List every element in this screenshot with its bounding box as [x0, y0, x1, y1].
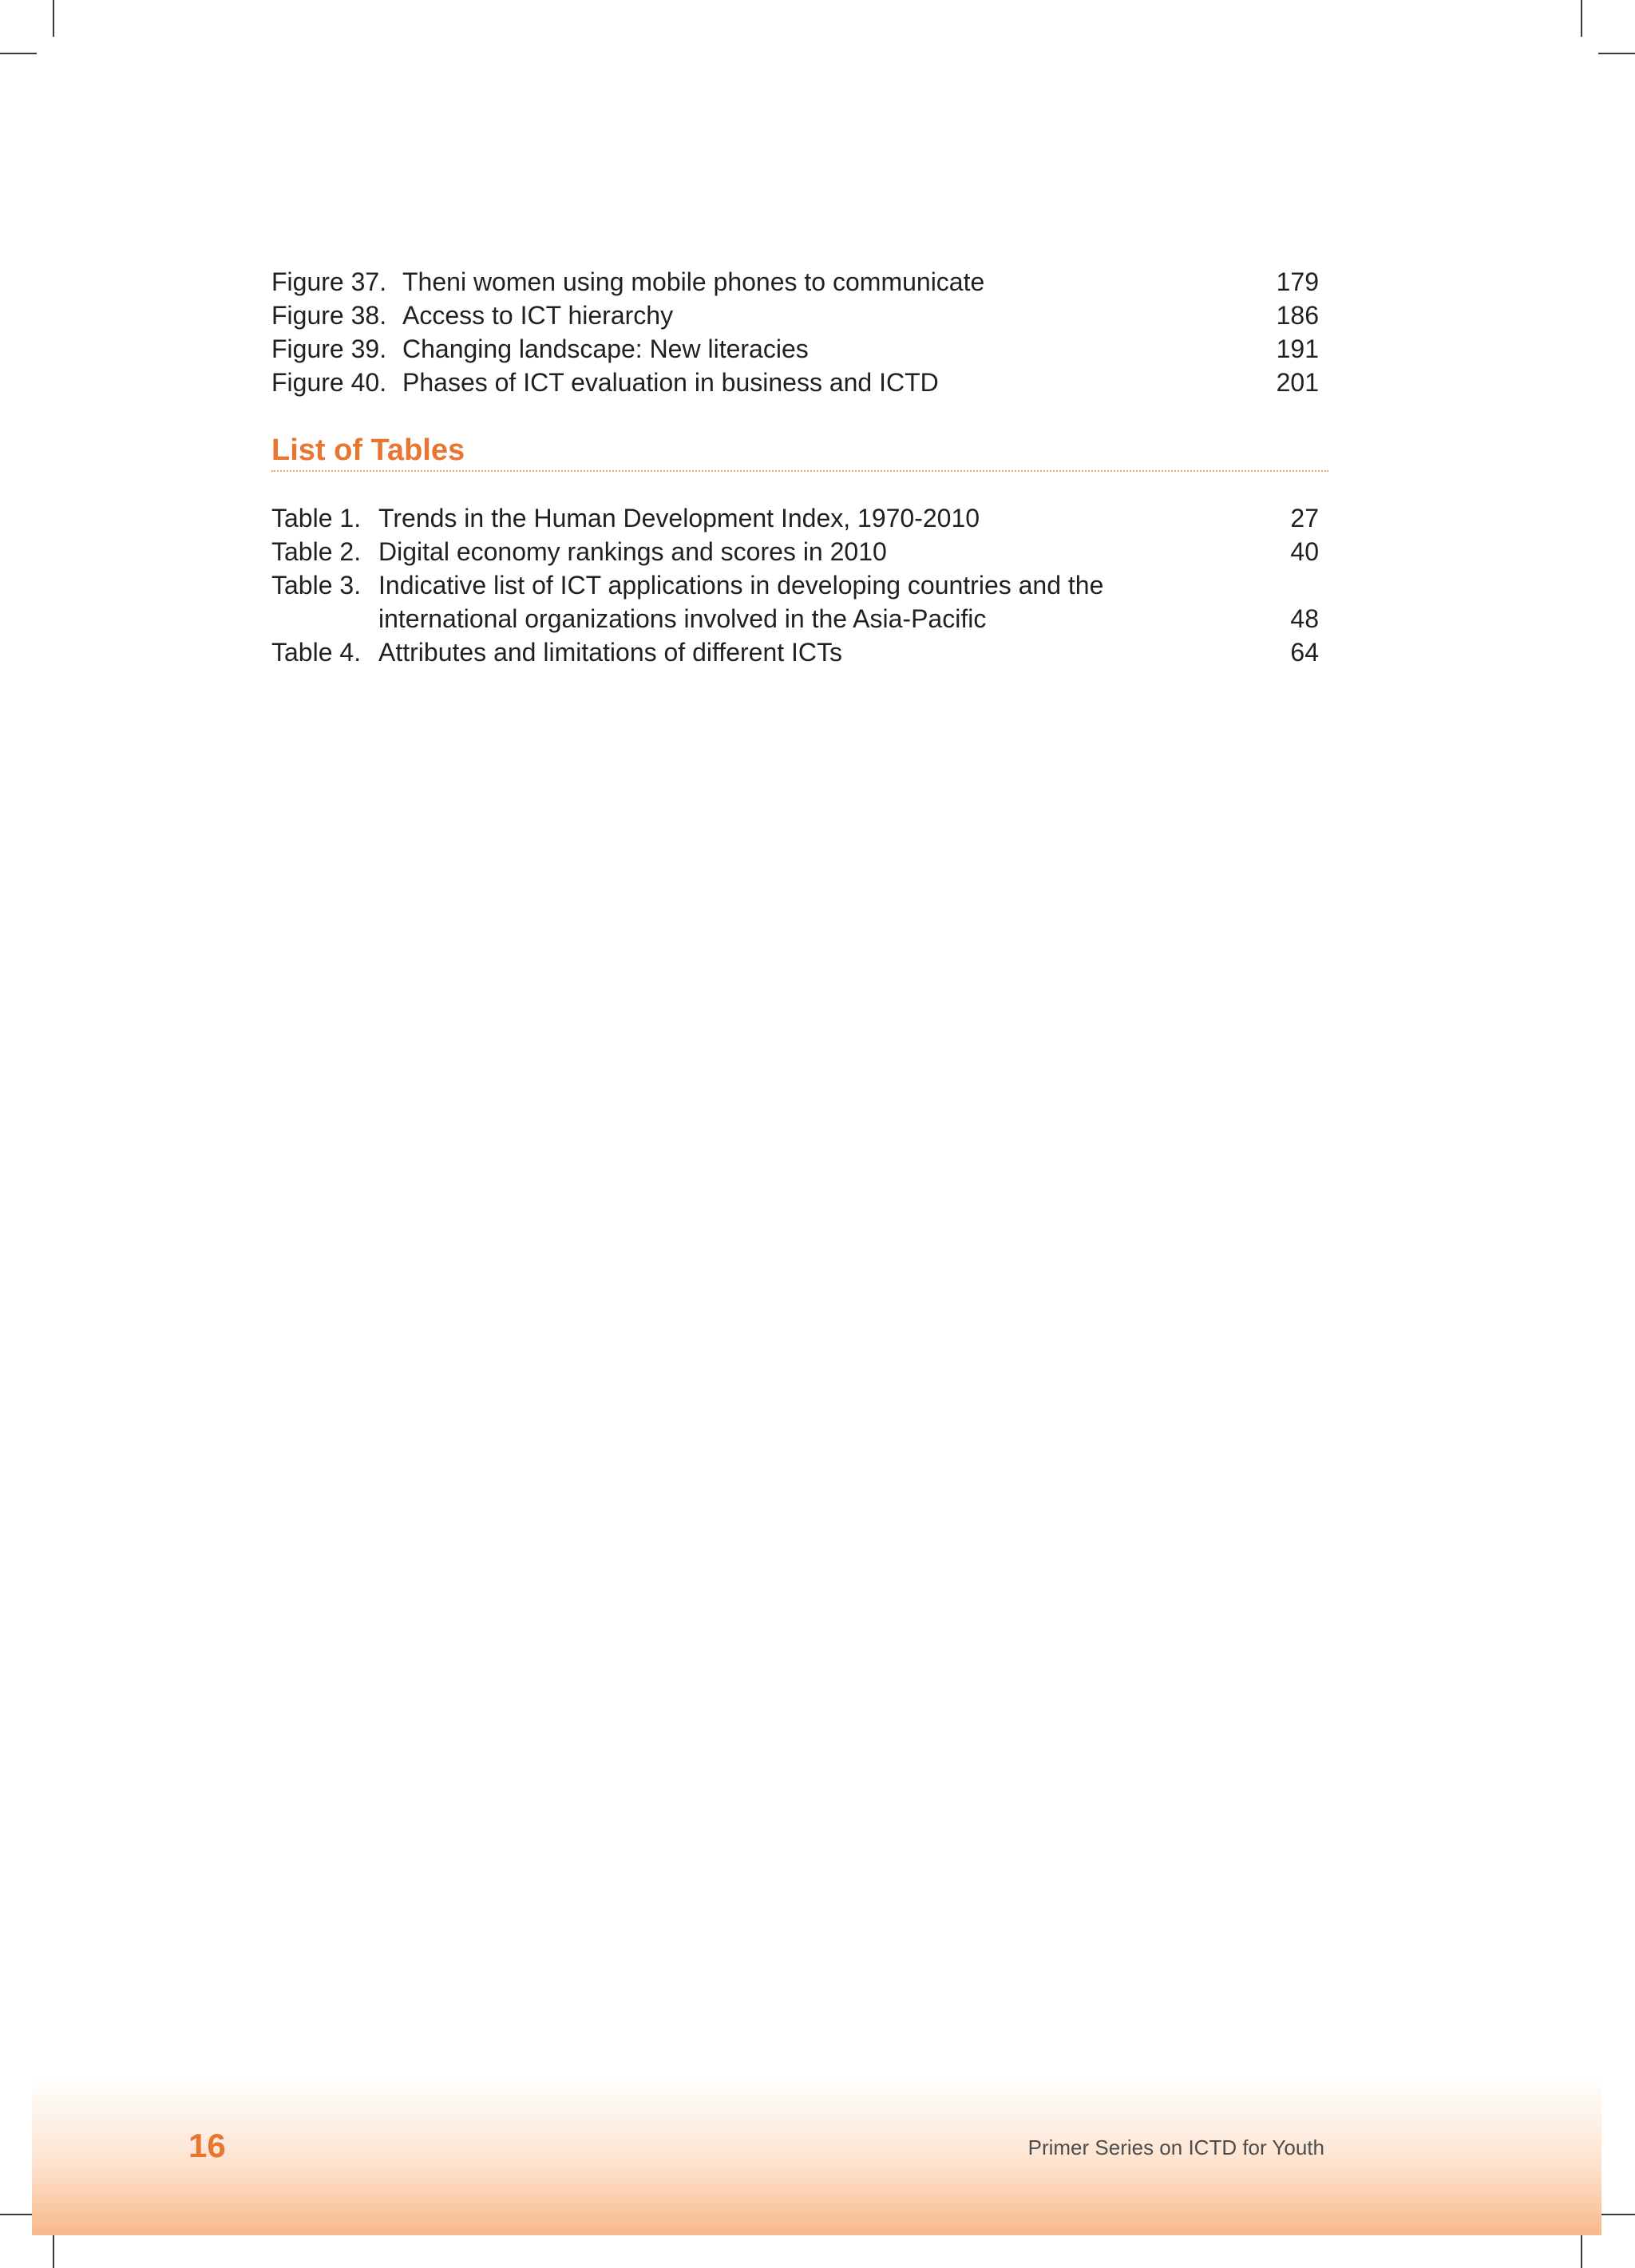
table-title-continuation: international organizations involved in the Asia-Pacific — [378, 604, 987, 633]
table-entry — [271, 568, 1319, 635]
table-title: Trends in the Human Development Index, 1970-2010 — [378, 504, 980, 532]
list-of-tables — [271, 501, 1319, 669]
figure-title: Access to ICT hierarchy — [402, 301, 674, 330]
table-title: Attributes and limitations of different ICTs — [378, 638, 843, 667]
figure-entry — [271, 265, 1319, 299]
crop-mark-top-right-vertical — [1581, 0, 1582, 37]
table-label: Table 2. — [271, 537, 362, 566]
table-title: Digital economy rankings and scores in 2010 — [378, 537, 887, 566]
figure-title: Theni women using mobile phones to communicate — [402, 267, 985, 296]
table-page: 48 — [1290, 604, 1319, 633]
table-label: Table 3. — [271, 571, 362, 600]
table-entry — [271, 501, 1319, 535]
figure-label: Figure 40. — [271, 368, 387, 397]
table-label: Table 1. — [271, 504, 362, 532]
figure-page: 186 — [1276, 301, 1319, 330]
crop-mark-top-right-horizontal — [1598, 53, 1635, 54]
figure-page: 201 — [1276, 368, 1319, 397]
figure-entry — [271, 366, 1319, 399]
page-number: 16 — [188, 2127, 226, 2164]
table-page: 64 — [1290, 638, 1319, 667]
table-title: Indicative list of ICT applications in developing countries and the — [378, 571, 1104, 600]
list-of-figures — [271, 265, 1319, 399]
table-entry — [271, 535, 1319, 568]
figure-page: 191 — [1276, 334, 1319, 363]
crop-mark-bottom-left-vertical — [53, 2231, 54, 2268]
crop-mark-top-left-vertical — [53, 0, 54, 37]
crop-mark-bottom-right-vertical — [1581, 2231, 1582, 2268]
figure-entry — [271, 332, 1319, 366]
figure-entry — [271, 299, 1319, 332]
figure-label: Figure 38. — [271, 301, 387, 330]
crop-mark-bottom-right-horizontal — [1598, 2214, 1635, 2215]
footer-gradient-band — [32, 2076, 1601, 2235]
list-of-tables-heading: List of Tables — [271, 433, 465, 467]
figure-title: Phases of ICT evaluation in business and ICTD — [402, 368, 939, 397]
figure-page: 179 — [1276, 267, 1319, 296]
figure-label: Figure 37. — [271, 267, 387, 296]
heading-dotted-rule — [271, 470, 1328, 472]
running-footer-title: Primer Series on ICTD for Youth — [1027, 2135, 1324, 2159]
table-page: 27 — [1290, 504, 1319, 532]
table-page: 40 — [1290, 537, 1319, 566]
figure-label: Figure 39. — [271, 334, 387, 363]
crop-mark-top-left-horizontal — [0, 53, 37, 54]
table-label: Table 4. — [271, 638, 362, 667]
table-entry — [271, 635, 1319, 669]
figure-title: Changing landscape: New literacies — [402, 334, 809, 363]
